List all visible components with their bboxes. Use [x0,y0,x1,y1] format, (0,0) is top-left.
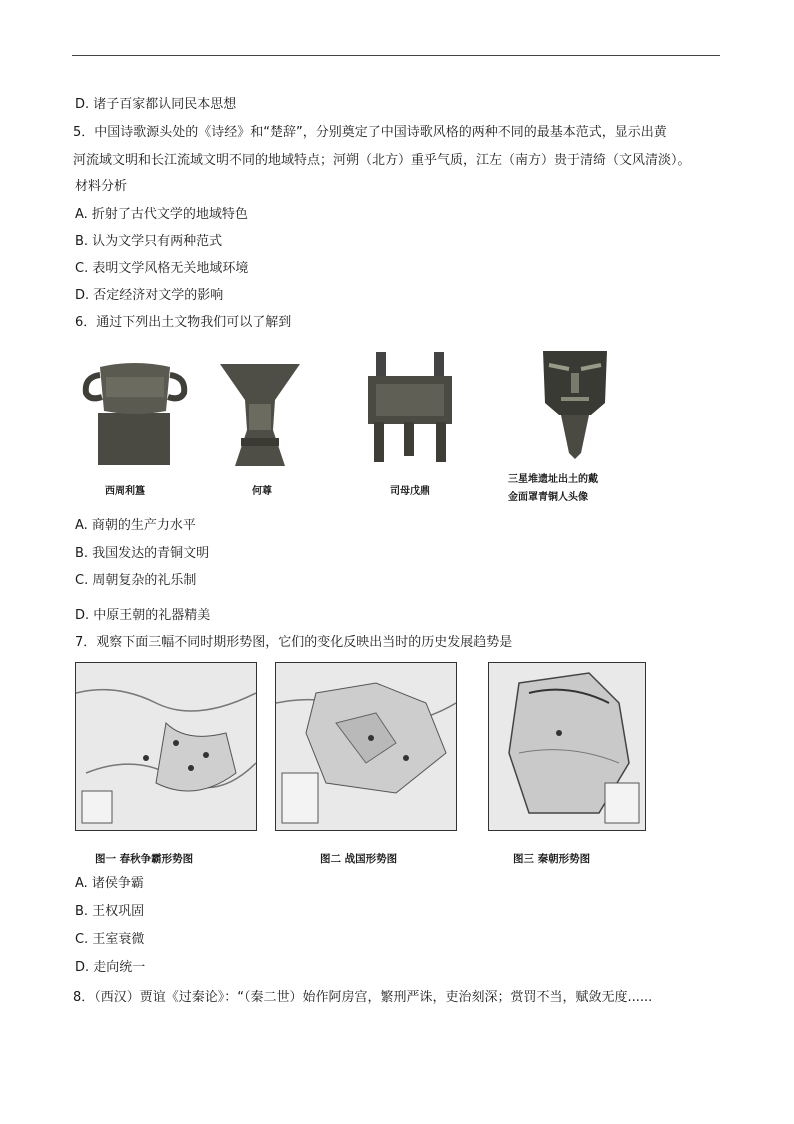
map-caption-1: 图一 春秋争霸形势图 [95,853,194,865]
map-caption-3: 图三 秦朝形势图 [513,853,591,865]
map-spring-autumn [75,662,257,831]
zun-vessel-image [215,360,305,470]
q6-stem: 6．通过下列出土文物我们可以了解到 [75,315,292,330]
map-qin-dynasty [488,662,646,831]
map-warring-states [275,662,457,831]
artifact-caption-hezun: 何尊 [252,486,272,497]
q6-option-d: D. 中原王朝的礼器精美 [75,608,211,623]
q5-option-c: C. 表明文学风格无关地域环境 [75,261,249,276]
q5-stem-line2: 河流域文明和长江流域文明不同的地域特点；河朔（北方）重乎气质，江左（南方）贵于清绮（文风清淡）。 [73,153,691,168]
q7-option-a: A. 诸侯争霸 [75,876,144,891]
q5-option-b: B. 认为文学只有两种范式 [75,234,223,249]
q7-stem: 7．观察下面三幅不同时期形势图，它们的变化反映出当时的历史发展趋势是 [75,635,513,650]
artifact-caption-ligui: 西周利簋 [105,486,145,497]
sanxingdui-head-image [535,345,615,460]
map-caption-2: 图二 战国形势图 [320,853,398,865]
q5-stem-line3: 材料分析 [75,179,128,194]
q6-option-c: C. 周朝复杂的礼乐制 [75,573,197,588]
q5-option-a: A. 折射了古代文学的地域特色 [75,207,248,222]
q8-stem: 8．（西汉）贾谊《过秦论》：“（秦二世）始作阿房宫，繁刑严诛，吏治刻深；赏罚不当，赋敛无度...... [73,990,653,1005]
q7-option-d: D. 走向统一 [75,960,146,975]
artifact-caption-sanxingdui-1: 三星堆遗址出土的戴 [508,474,598,485]
q7-option-b: B. 王权巩固 [75,904,145,919]
q6-option-b: B. 我国发达的青铜文明 [75,546,210,561]
artifact-caption-simuwu: 司母戊鼎 [390,486,430,497]
header-rule [72,55,720,56]
q5-stem-line1: 5．中国诗歌源头处的《诗经》和“楚辞”，分别奠定了中国诗歌风格的两种不同的最基本范式，显示出黄 [73,125,667,140]
q6-option-a: A. 商朝的生产力水平 [75,518,196,533]
q4-option-d: D. 诸子百家都认同民本思想 [75,97,237,112]
q7-option-c: C. 王室衰微 [75,932,145,947]
artifact-caption-sanxingdui-2: 金面罩青铜人头像 [508,492,588,503]
q5-option-d: D. 否定经济对文学的影响 [75,288,224,303]
gui-vessel-image [80,355,190,470]
ding-vessel-image [360,350,460,465]
